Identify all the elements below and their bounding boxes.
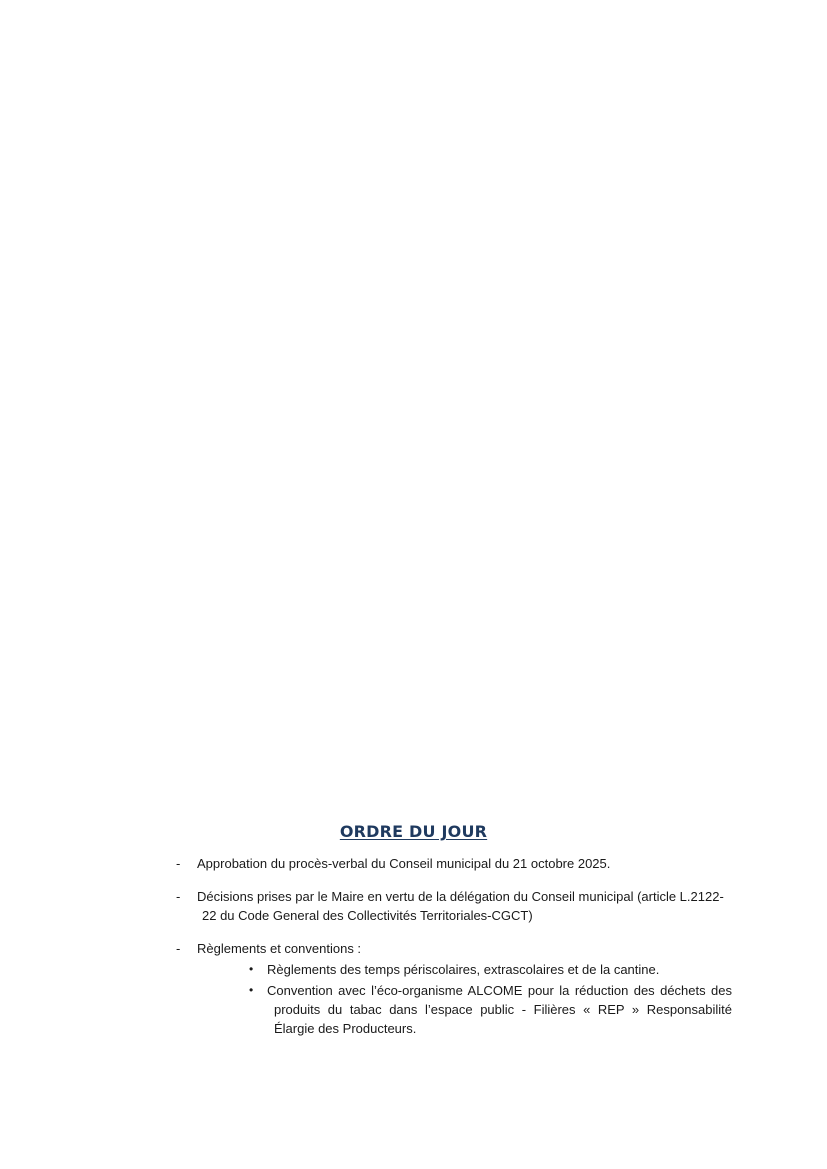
agenda-title-text: ORDRE DU JOUR bbox=[339, 822, 488, 841]
agenda-item-text: Règlements et conventions : bbox=[197, 941, 362, 956]
agenda-subitem-text: Règlements des temps périscolaires, extrascolaires et de la cantine. bbox=[267, 962, 660, 977]
agenda-subitem-text: Convention avec l’éco-organisme ALCOME pour la réduction des déchets des produits du tabac dans l’espace public - Filières « REP » Responsabilité Élargie des Producteurs. bbox=[267, 983, 732, 1036]
agenda-item-text: Décisions prises par le Maire en vertu de la délégation du Conseil municipal (article L.2122-22 du Code General des Collectivités Territoriales-CGCT) bbox=[197, 889, 724, 923]
agenda-sublist bbox=[197, 960, 732, 1038]
agenda-item-reglements bbox=[176, 939, 732, 1038]
dash-marker: - bbox=[176, 941, 181, 956]
agenda-subitem-reglements bbox=[247, 960, 732, 979]
agenda-title bbox=[0, 822, 827, 841]
dash-marker: - bbox=[176, 856, 181, 871]
bullet-marker: • bbox=[249, 983, 254, 997]
agenda-item-approbation bbox=[176, 854, 732, 873]
agenda-item-text: Approbation du procès-verbal du Conseil municipal du 21 octobre 2025. bbox=[197, 856, 611, 871]
agenda-list bbox=[176, 854, 732, 1040]
dash-marker: - bbox=[176, 889, 181, 904]
agenda-item-decisions bbox=[176, 887, 732, 925]
agenda-subitem-convention bbox=[247, 981, 732, 1038]
bullet-marker: • bbox=[249, 962, 254, 976]
